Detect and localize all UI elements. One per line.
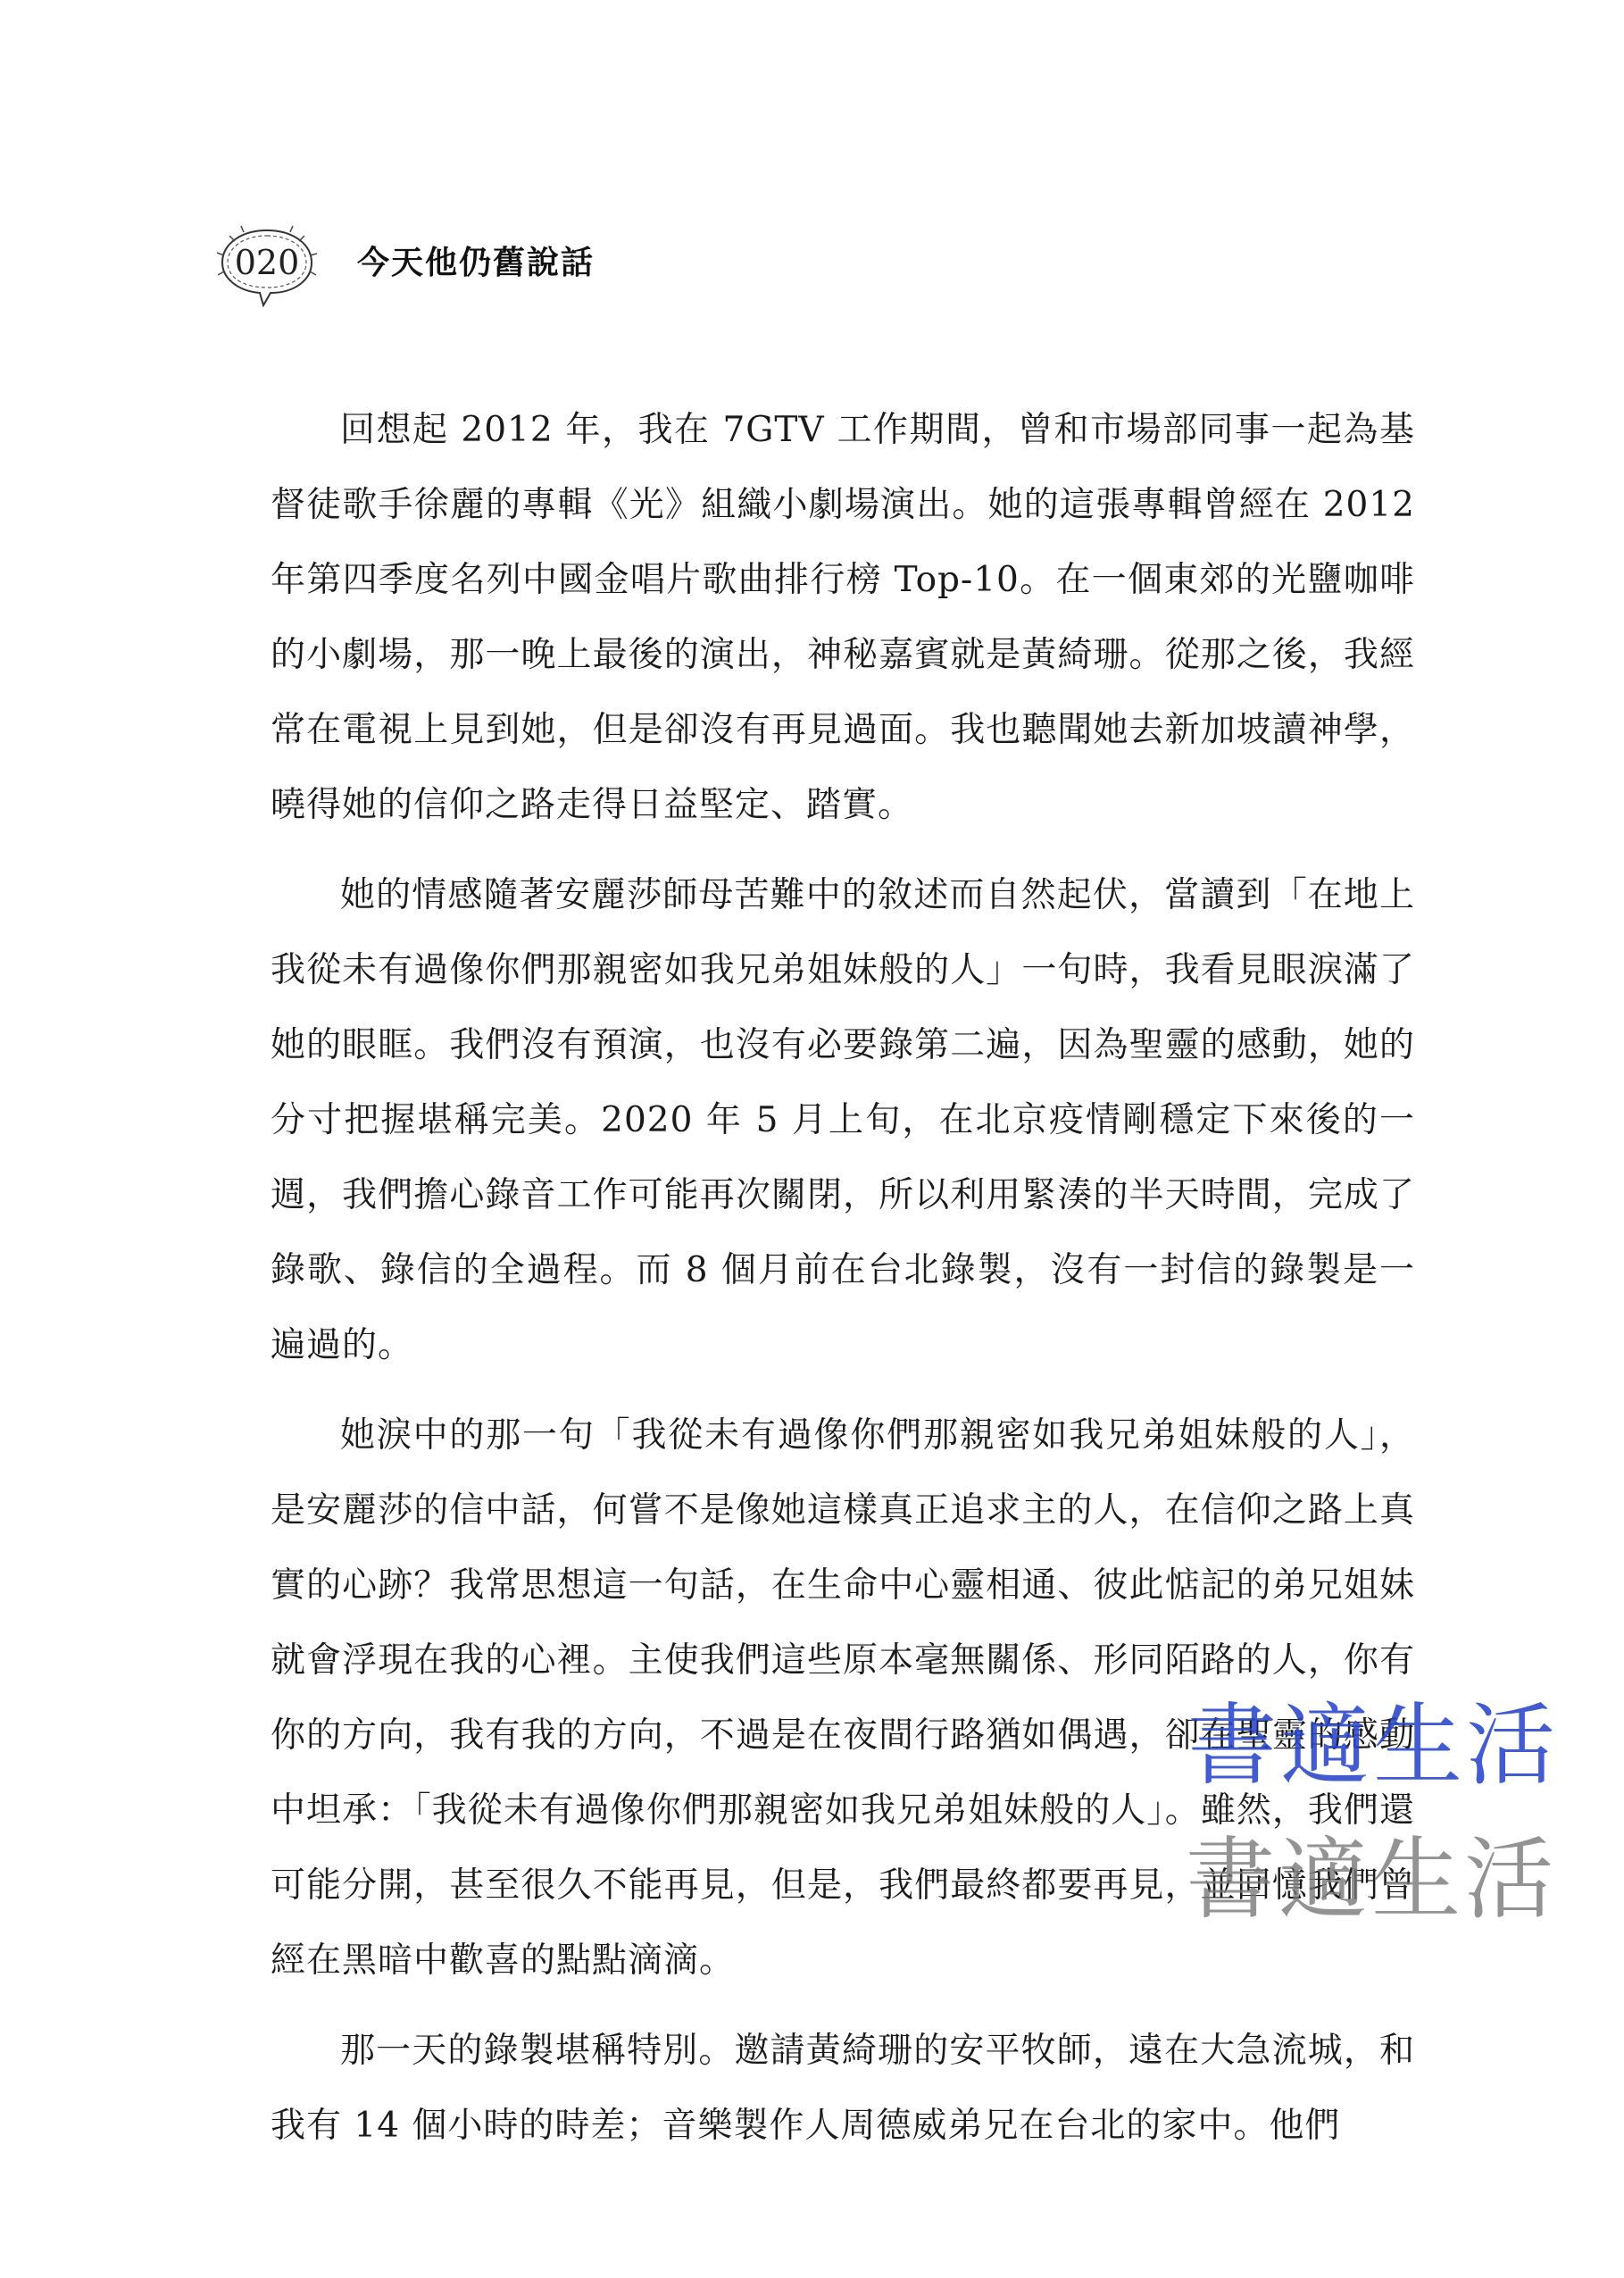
page-number-badge (217, 223, 317, 309)
page-number: 020 (234, 243, 300, 282)
book-title: 今天他仍舊說話 (357, 244, 595, 281)
watermark-blue: 書適生活 (1187, 1693, 1559, 1798)
watermark-gray: 書適生活 (1186, 1827, 1557, 1932)
paragraph: 回想起 2012 年，我在 7GTV 工作期間，曾和市場部同事一起為基督徒歌手徐麗的專輯《光》組織小劇場演出。她的這張專輯曾經在 2012 年第四季度名列中國金唱片歌曲排行榜 Top-10。在一個東郊的光鹽咖啡的小劇場，那一晚上最後的演出，神秘嘉賓就是黃綺珊。從那之後，我經常在電視上見到她，但是卻沒有再見過面。我也聽聞她去新加坡讀神學，曉得她的信仰之路走得日益堅定、踏實。 (271, 410, 1415, 825)
paragraph: 那一天的錄製堪稱特別。邀請黃綺珊的安平牧師，遠在大急流城，和我有 14 個小時的時差；音樂製作人周德威弟兄在台北的家中。他們 (271, 2031, 1415, 2146)
paragraph: 她淚中的那一句「我從未有過像你們那親密如我兄弟姐妹般的人」，是安麗莎的信中話，何嘗不是像她這樣真正追求主的人，在信仰之路上真實的心跡？我常思想這一句話，在生命中心靈相通、彼此惦記的弟兄姐妹就會浮現在我的心裡。主使我們這些原本毫無關係、形同陌路的人，你有你的方向，我有我的方向，不過是在夜間行路猶如偶遇，卻在聖靈的感動中坦承：「我從未有過像你們那親密如我兄弟姐妹般的人」。雖然，我們還可能分開，甚至很久不能再見，但是，我們最終都要再見，並回憶我們曾經在黑暗中歡喜的點點滴滴。 (271, 1415, 1415, 1981)
paragraph: 她的情感隨著安麗莎師母苦難中的敘述而自然起伏，當讀到「在地上我從未有過像你們那親密如我兄弟姐妹般的人」一句時，我看見眼淚滿了她的眼眶。我們沒有預演，也沒有必要錄第二遍，因為聖靈的感動，她的分寸把握堪稱完美。2020 年 5 月上旬，在北京疫情剛穩定下來後的一週，我們擔心錄音工作可能再次關閉，所以利用緊湊的半天時間，完成了錄歌、錄信的全過程。而 8 個月前在台北錄製，沒有一封信的錄製是一遍過的。 (271, 875, 1415, 1365)
running-header (217, 223, 1413, 309)
